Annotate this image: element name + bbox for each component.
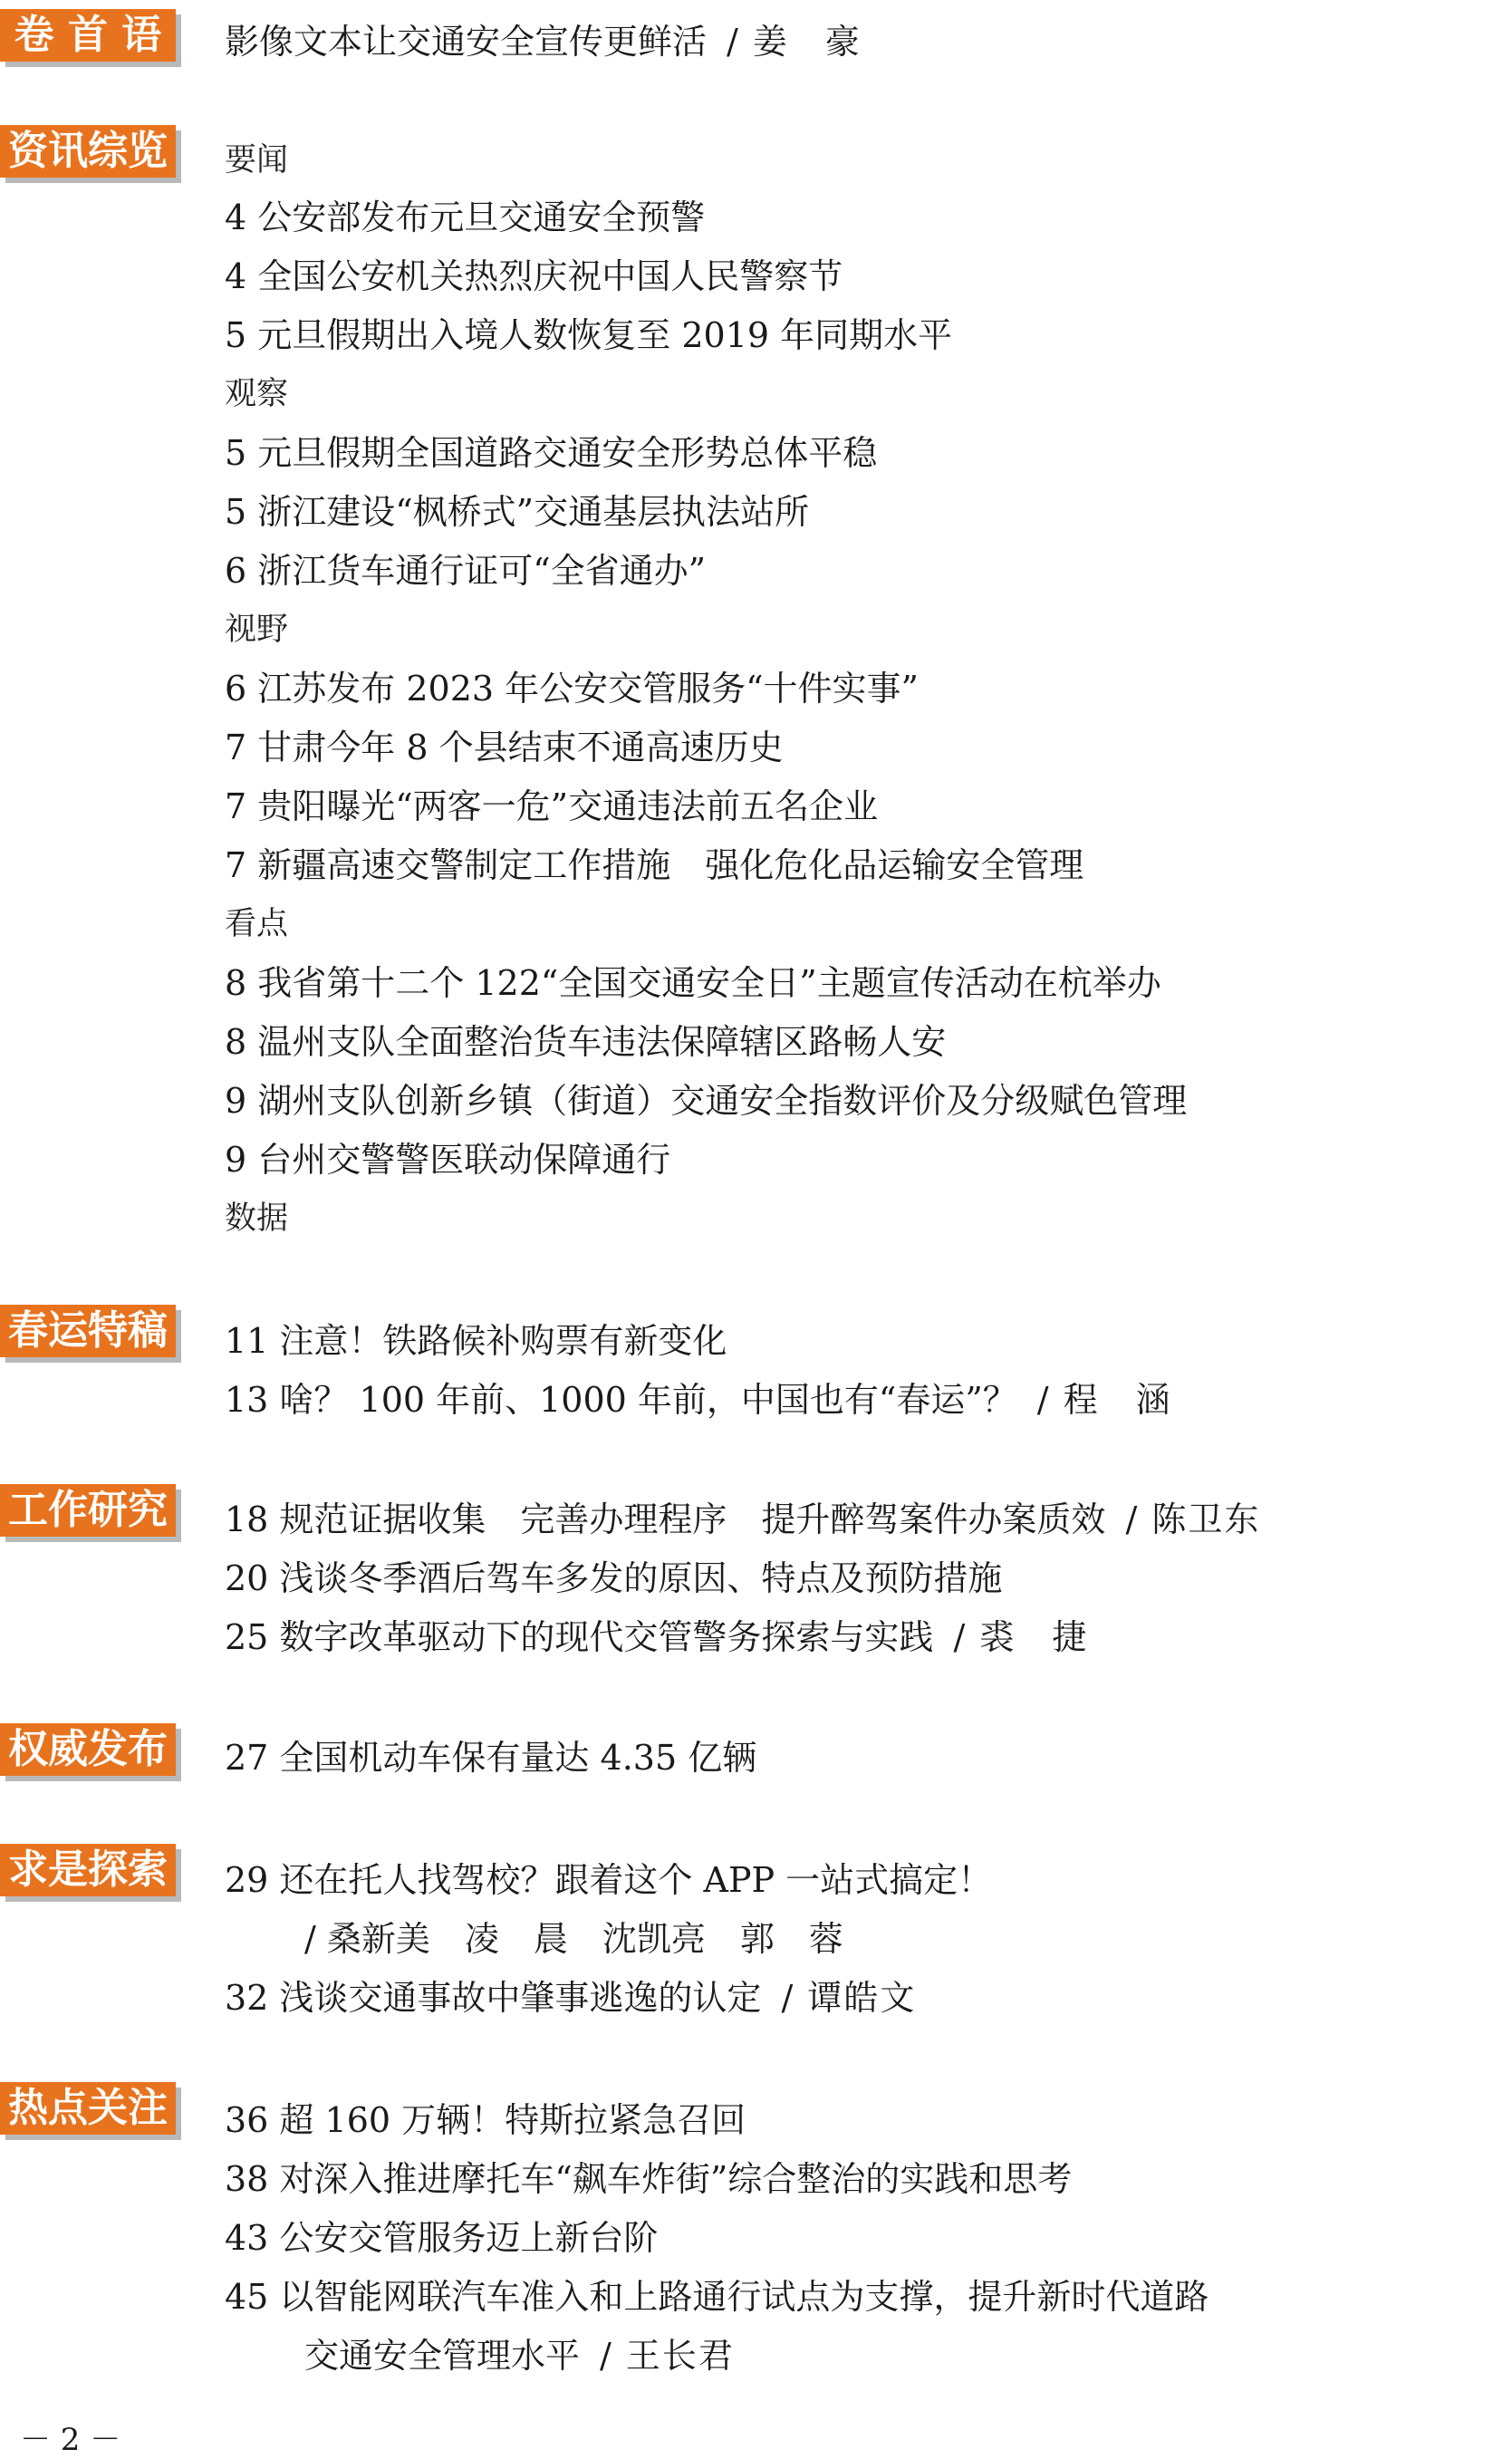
- entry-title: 38 对深入推进摩托车“飙车炸街”综合整治的实践和思考: [225, 2159, 1073, 2199]
- toc-entry[interactable]: [225, 1617, 1088, 1657]
- toc-entry[interactable]: 9 湖州支队创新乡镇（街道）交通安全指数评价及分级赋色管理: [225, 1081, 1188, 1121]
- toc-entry[interactable]: 9 台州交警警医联动保障通行: [225, 1140, 671, 1180]
- toc-entry[interactable]: 6 浙江货车通行证可“全省通办”: [225, 551, 707, 591]
- section-tag-spring: 春运特稿: [0, 1305, 176, 1357]
- toc-entry[interactable]: [225, 1321, 746, 1361]
- toc-entry[interactable]: [225, 1978, 916, 2018]
- subsection-label-guancha: 观察: [225, 376, 289, 412]
- section-tag-work: 工作研究: [0, 1484, 176, 1537]
- toc-entry[interactable]: [225, 2277, 1228, 2317]
- section-tag-explore: 求是探索: [0, 1844, 176, 1896]
- entry-author: / 程 涵: [1036, 1380, 1172, 1420]
- toc-entry[interactable]: [225, 1500, 1260, 1539]
- toc-entry-continuation: [304, 2336, 735, 2376]
- section-tag-hot: 热点关注: [0, 2082, 176, 2135]
- toc-entry[interactable]: [225, 2159, 1092, 2199]
- toc-entry[interactable]: [225, 1380, 1172, 1420]
- subsection-label-shiye: 视野: [225, 612, 289, 648]
- entry-title: 43 公安交管服务迈上新台阶: [225, 2218, 659, 2258]
- entry-title: 25 数字改革驱动下的现代交管警务探索与实践: [225, 1617, 934, 1657]
- entry-author: / 桑新美 凌 晨 沈凯亮 郭 蓉: [304, 1919, 843, 1959]
- subsection-label-shuju: 数据: [225, 1201, 289, 1237]
- section-tag-preface: 卷 首 语: [0, 9, 176, 62]
- toc-entry[interactable]: 4 全国公安机关热烈庆祝中国人民警察节: [225, 256, 843, 296]
- entry-title: 20 浅谈冬季酒后驾车多发的原因、特点及预防措施: [225, 1558, 1003, 1598]
- toc-entry[interactable]: 7 甘肃今年 8 个县结束不通高速历史: [225, 728, 784, 767]
- toc-entry[interactable]: [225, 22, 862, 62]
- entry-author: / 裘 捷: [953, 1617, 1089, 1657]
- toc-entry[interactable]: 5 元旦假期全国道路交通安全形势总体平稳: [225, 433, 878, 473]
- toc-entry[interactable]: 5 元旦假期出入境人数恢复至 2019 年同期水平: [225, 315, 953, 355]
- entry-author: / 姜 豪: [727, 22, 862, 62]
- toc-entry[interactable]: 4 公安部发布元旦交通安全预警: [225, 198, 706, 237]
- entry-title: 36 超 160 万辆！特斯拉紧急召回: [225, 2100, 746, 2140]
- toc-entry[interactable]: [225, 2100, 766, 2140]
- toc-entry[interactable]: [225, 1558, 1022, 1598]
- entry-author: / 陈卫东: [1125, 1500, 1261, 1539]
- toc-entry[interactable]: [225, 1860, 1012, 1900]
- entry-title: 32 浅谈交通事故中肇事逃逸的认定: [225, 1978, 762, 2018]
- entry-title: 29 还在托人找驾校？跟着这个 APP 一站式搞定！: [225, 1860, 993, 1900]
- entry-author: / 谭皓文: [781, 1978, 917, 2018]
- toc-entry[interactable]: 5 浙江建设“枫桥式”交通基层执法站所: [225, 492, 810, 532]
- toc-entry[interactable]: 7 新疆高速交警制定工作措施 强化危化品运输安全管理: [225, 845, 1084, 885]
- page-number: － 2 －: [20, 2422, 121, 2458]
- subsection-label-kandian: 看点: [225, 906, 289, 942]
- toc-entry[interactable]: 8 我省第十二个 122“全国交通安全日”主题宣传活动在杭举办: [225, 963, 1161, 1003]
- entry-title: 11 注意！铁路候补购票有新变化: [225, 1321, 727, 1361]
- toc-entry[interactable]: 7 贵阳曝光“两客一危”交通违法前五名企业: [225, 786, 879, 826]
- entry-author: / 王长君: [600, 2336, 735, 2376]
- section-tag-news: 资讯综览: [0, 125, 176, 178]
- entry-title: 13 啥？ 100 年前、1000 年前，中国也有“春运”？: [225, 1380, 1017, 1420]
- toc-entry-continuation: [304, 1919, 843, 1959]
- entry-title: 18 规范证据收集 完善办理程序 提升醉驾案件办案质效: [225, 1500, 1106, 1539]
- toc-entry[interactable]: [225, 2218, 678, 2258]
- toc-entry[interactable]: [225, 1738, 776, 1778]
- toc-entry[interactable]: 8 温州支队全面整治货车违法保障辖区路畅人安: [225, 1022, 947, 1062]
- entry-title: 27 全国机动车保有量达 4.35 亿辆: [225, 1738, 757, 1778]
- entry-title: 交通安全管理水平: [304, 2336, 581, 2376]
- section-tag-authority: 权威发布: [0, 1723, 176, 1776]
- entry-title: 45 以智能网联汽车准入和上路通行试点为支撑，提升新时代道路: [225, 2277, 1209, 2317]
- toc-entry[interactable]: 6 江苏发布 2023 年公安交管服务“十件实事”: [225, 669, 919, 709]
- entry-title: 影像文本让交通安全宣传更鲜活: [225, 22, 708, 62]
- subsection-label-yaowen: 要闻: [225, 142, 289, 178]
